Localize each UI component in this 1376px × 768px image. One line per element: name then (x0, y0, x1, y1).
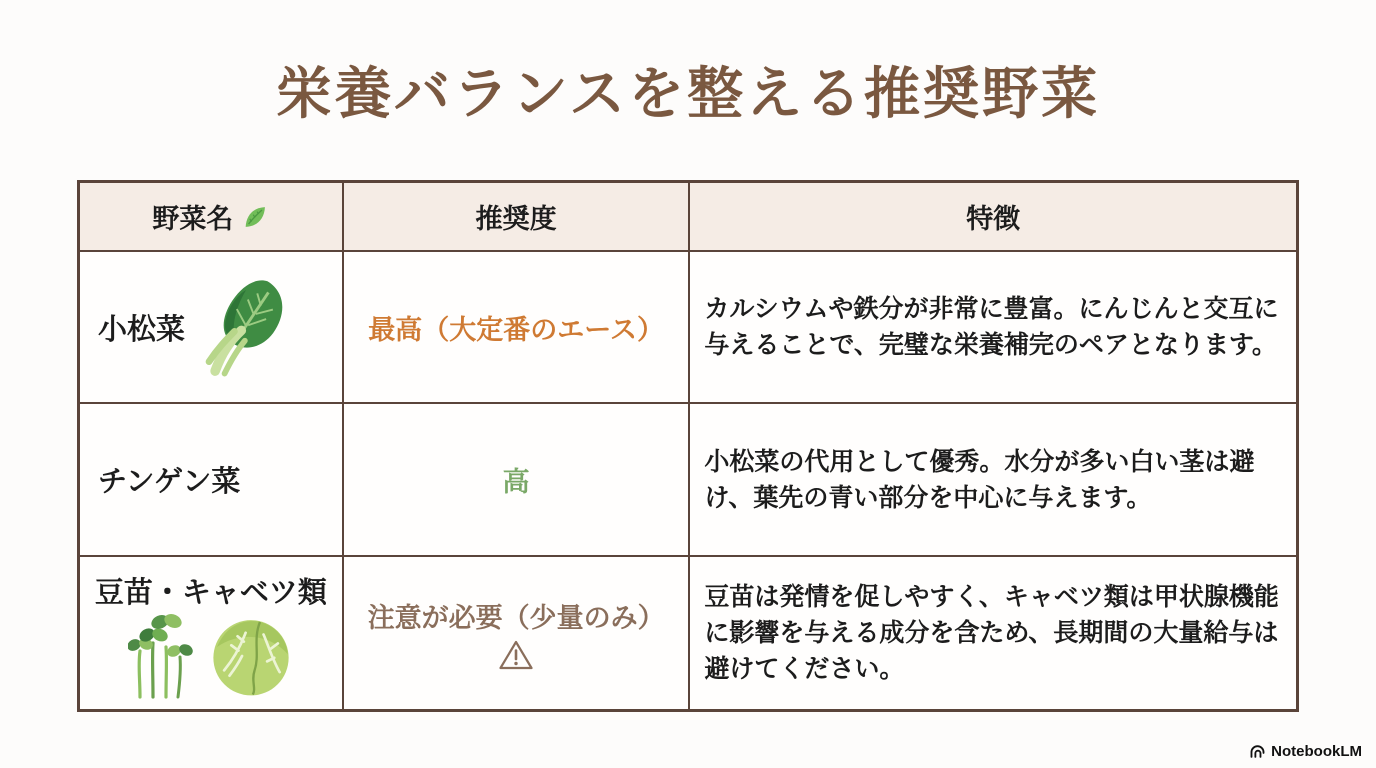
header-recommendation-label: 推奨度 (475, 204, 557, 234)
notebooklm-watermark (1249, 743, 1362, 760)
recommendation-text: 高 (502, 467, 530, 497)
feature-text: カルシウムや鉄分が非常に豊富。にんじんと交互に与えることで、完璧な栄養補完のペアとなります。 (704, 295, 1279, 359)
notebooklm-logo-icon (1249, 743, 1266, 760)
header-feature-label: 特徴 (966, 204, 1021, 234)
leaf-icon (241, 203, 269, 231)
row-chingensai-recommendation (344, 404, 691, 557)
row-sprouts-cabbage-feature (690, 557, 1296, 709)
vegetable-name: チンゲン菜 (98, 466, 241, 498)
vegetable-name: 小松菜 (98, 313, 186, 346)
vegetable-table (77, 180, 1299, 712)
warning-triangle-icon (498, 639, 534, 671)
row-komatsuna-recommendation (344, 252, 691, 404)
header-recommendation (344, 183, 691, 252)
vegetable-name: 豆苗・キャベツ類 (94, 576, 327, 609)
row-sprouts-cabbage-recommendation (344, 557, 691, 709)
recommendation-text: 注意が必要（少量のみ） (367, 602, 665, 633)
komatsuna-illustration-icon (195, 267, 291, 387)
sprouts-cabbage-illustration (128, 613, 294, 699)
row-komatsuna-feature (690, 252, 1296, 404)
cabbage-icon (208, 613, 294, 699)
notebooklm-brand-text: NotebookLM (1271, 743, 1362, 760)
row-komatsuna-name (80, 252, 344, 404)
feature-text: 小松菜の代用として優秀。水分が多い白い茎は避け、葉先の青い部分を中心に与えます。 (704, 447, 1255, 512)
header-feature (690, 183, 1296, 252)
recommendation-text: 最高（大定番のエース） (368, 314, 664, 345)
row-chingensai-feature (690, 404, 1296, 557)
page-title: 栄養バランスを整える推奨野菜 (275, 62, 1101, 125)
row-sprouts-cabbage-name (80, 557, 344, 709)
pea-sprouts-icon (128, 613, 200, 699)
header-vegetable-name-label: 野菜名 (152, 204, 234, 234)
header-vegetable-name (80, 183, 344, 252)
feature-text: 豆苗は発情を促しやすく、キャベツ類は甲状腺機能に影響を与える成分を含ため、長期間の大量給与は避けてください。 (704, 583, 1279, 683)
row-chingensai-name (80, 404, 344, 557)
